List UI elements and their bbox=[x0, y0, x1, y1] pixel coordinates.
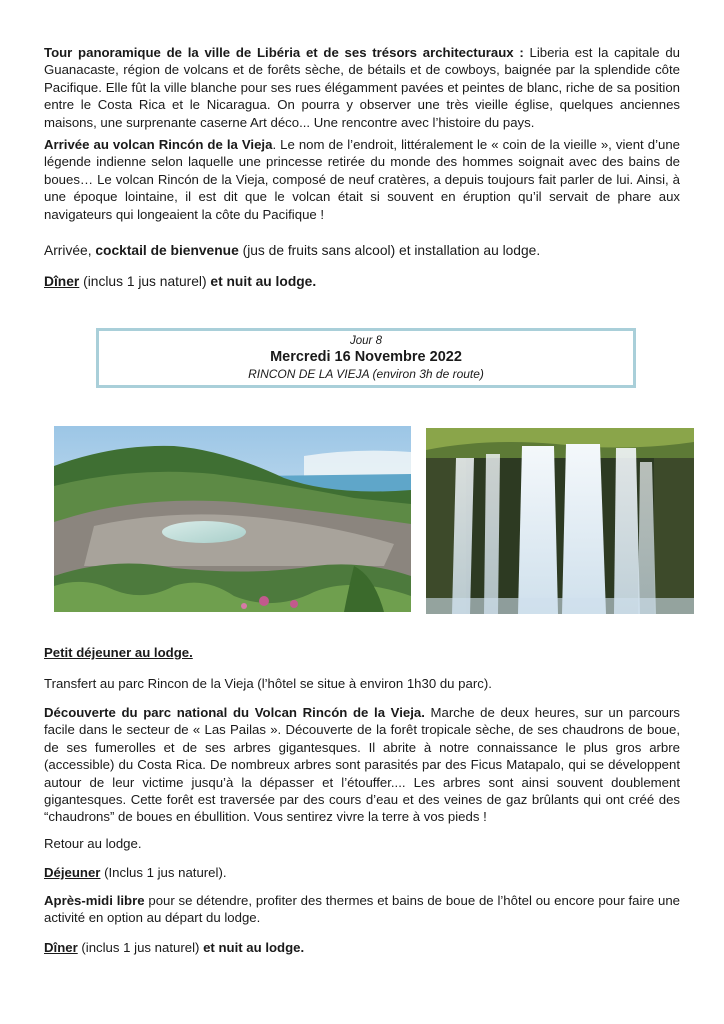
park-heading: Découverte du parc national du Volcan Rincón de la Vieja. bbox=[44, 705, 425, 720]
dinner-mid-2: (inclus 1 jus naturel) bbox=[77, 940, 204, 955]
day-route: RINCON DE LA VIEJA (environ 3h de route) bbox=[248, 367, 484, 381]
dinner-night-1: et nuit au lodge. bbox=[210, 274, 317, 289]
day-header-box bbox=[96, 328, 636, 388]
arrival-post: (jus de fruits sans alcool) et installation au lodge. bbox=[238, 243, 541, 258]
dinner-mid-1: (inclus 1 jus naturel) bbox=[79, 274, 211, 289]
volcano-text: . Le nom de l’endroit, littéralement le « coin de la vieille », vient d’une légende indienne selon laquelle une princesse retirée du monde des hommes soignait avec des bains de boues… Le volcan Rincón de la Vieja, composé de neuf cratères, a depuis toujours fait parler de lui. Ainsi, à une époque lointaine, il est dit que le volcan était si souvent en éruption qu’il servait de phare aux navigateurs qui longeaient la côte du Pacifique ! bbox=[44, 137, 680, 222]
park-text: Marche de deux heures, sur un parcours facile dans le secteur de « Las Pailas ». Découverte de la forêt tropicale sèche, de ses chaudrons de boue, de ses fumerolles et de ses arbres gigantesques. Il abrite à notre connaissance le plus gros arbre (accessible) du Costa Rica. De nombreux arbres sont parasités par des Ficus Matapalo, qui se développent autour de leur victime jusqu’à la dépasser et l’étouffer.... Les arbres sont ainsi souvent doublement gigantesques. Cette forêt est traversée par des cours d’eau et des veines de gaz brûlants qui ont créé des “chaudrons” de boues en ébullition. Vous sentirez vivre la terre à vos pieds ! bbox=[44, 705, 680, 825]
lunch-label: Déjeuner bbox=[44, 865, 101, 880]
afternoon-heading: Après-midi libre bbox=[44, 893, 145, 908]
waterfall-photo bbox=[426, 428, 694, 614]
liberia-paragraph bbox=[44, 44, 680, 131]
lunch-line bbox=[44, 864, 227, 881]
day-date: Mercredi 16 Novembre 2022 bbox=[270, 349, 462, 365]
return-line: Retour au lodge. bbox=[44, 836, 142, 851]
transfer-line: Transfert au parc Rincon de la Vieja (l’hôtel se situe à environ 1h30 du parc). bbox=[44, 676, 492, 691]
welcome-cocktail: cocktail de bienvenue bbox=[95, 243, 239, 258]
arrival-paragraph bbox=[44, 242, 680, 259]
breakfast-text: Petit déjeuner au lodge. bbox=[44, 645, 193, 660]
volcano-paragraph bbox=[44, 136, 680, 223]
park-paragraph bbox=[44, 704, 680, 826]
dinner-night-2: et nuit au lodge. bbox=[203, 940, 305, 955]
day-number: Jour 8 bbox=[350, 335, 382, 347]
liberia-text: Liberia est la capitale du Guanacaste, région de volcans et de forêts sèche, de bétails et de cowboys, baignée par la splendide côte Pacifique. Elle fût la ville blanche pour ses rues élégamment pavées et peintes de blanc, riche de sa position entre le Costa Rica et le Nicaragua. On pourra y observer une très vieille église, quelques anciennes maisons, une surprenante caserne Art déco... Une rencontre avec l’histoire du pays. bbox=[44, 45, 680, 130]
dinner-paragraph-2 bbox=[44, 939, 304, 956]
afternoon-text: pour se détendre, profiter des thermes et bains de boue de l’hôtel ou encore pour faire une activité en option au départ du lodge. bbox=[44, 893, 680, 926]
lunch-text: (Inclus 1 jus naturel). bbox=[100, 865, 227, 880]
dinner-label-1: Dîner bbox=[44, 274, 80, 289]
liberia-heading: Tour panoramique de la ville de Libéria et de ses trésors architecturaux : bbox=[44, 45, 524, 60]
volcano-heading: Arrivée au volcan Rincón de la Vieja bbox=[44, 137, 273, 152]
afternoon-paragraph bbox=[44, 892, 680, 927]
arrival-pre: Arrivée, bbox=[44, 243, 96, 258]
volcano-crater-photo bbox=[54, 426, 411, 612]
dinner-paragraph-1 bbox=[44, 273, 680, 290]
dinner-label-2: Dîner bbox=[44, 940, 78, 955]
breakfast-line bbox=[44, 644, 193, 661]
